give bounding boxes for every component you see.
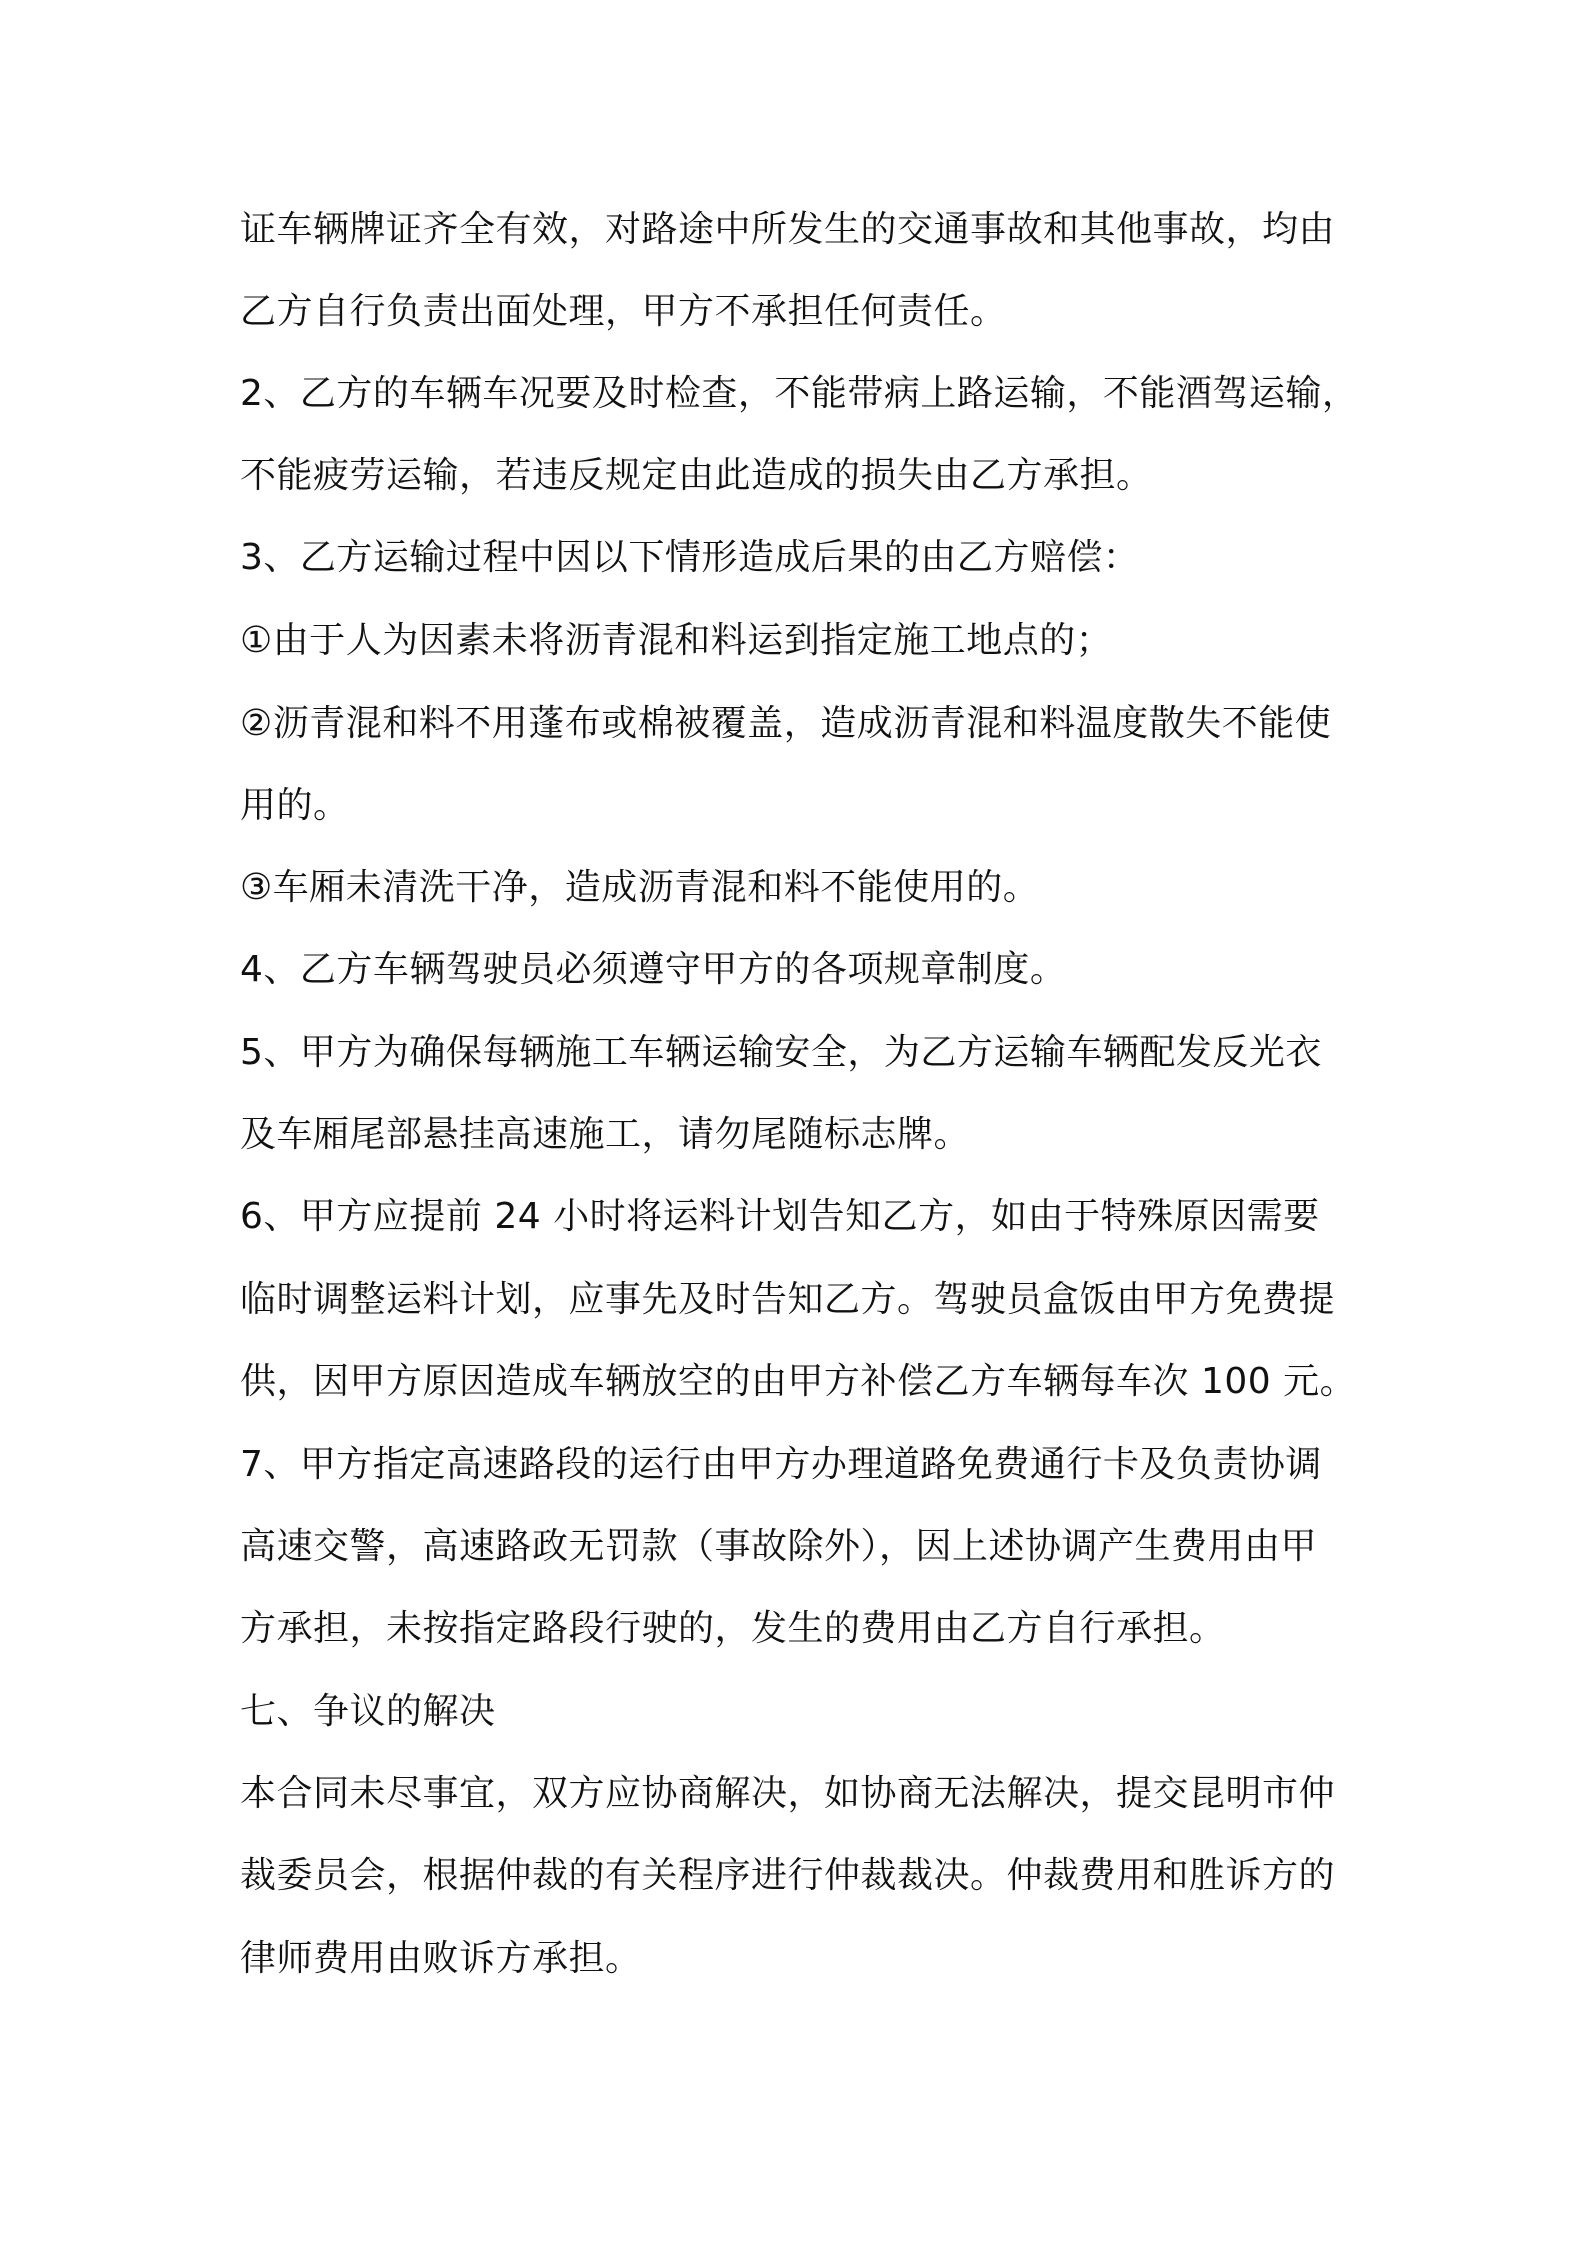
text-line: 乙方自行负责出面处理，甲方不承担任何责任。	[240, 291, 1007, 332]
text-line: 不能疲劳运输，若违反规定由此造成的损失由乙方承担。	[240, 455, 1153, 496]
section-heading: 七、争议的解决	[240, 1691, 496, 1732]
text-line: 律师费用由败诉方承担。	[240, 1938, 642, 1979]
text-line: 6、甲方应提前 24 小时将运料计划告知乙方，如由于特殊原因需要	[240, 1196, 1320, 1237]
text-line: 证车辆牌证齐全有效，对路途中所发生的交通事故和其他事故，均由	[240, 209, 1336, 250]
text-line: 4、乙方车辆驾驶员必须遵守甲方的各项规章制度。	[240, 949, 1067, 990]
text-line: ②沥青混和料不用蓬布或棉被覆盖，造成沥青混和料温度散失不能使	[240, 703, 1332, 744]
text-line: 5、甲方为确保每辆施工车辆运输安全，为乙方运输车辆配发反光衣	[240, 1032, 1322, 1073]
text-line: 裁委员会，根据仲裁的有关程序进行仲裁裁决。仲裁费用和胜诉方的	[240, 1855, 1336, 1896]
text-line: 及车厢尾部悬挂高速施工，请勿尾随标志牌。	[240, 1114, 971, 1155]
text-line: 方承担，未按指定路段行驶的，发生的费用由乙方自行承担。	[240, 1608, 1226, 1649]
text-line: 高速交警，高速路政无罚款（事故除外），因上述协调产生费用由甲	[240, 1526, 1318, 1567]
text-line: 7、甲方指定高速路段的运行由甲方办理道路免费通行卡及负责协调	[240, 1444, 1322, 1485]
text-line: 2、乙方的车辆车况要及时检查，不能带病上路运输，不能酒驾运输，	[240, 373, 1359, 414]
text-line: ③车厢未清洗干净，造成沥青混和料不能使用的。	[240, 867, 1040, 908]
text-line: 用的。	[240, 785, 350, 826]
text-line: 供，因甲方原因造成车辆放空的由甲方补偿乙方车辆每车次 100 元。	[240, 1361, 1357, 1402]
text-line: 本合同未尽事宜，双方应协商解决，如协商无法解决，提交昆明市仲	[240, 1773, 1336, 1814]
text-line: 3、乙方运输过程中因以下情形造成后果的由乙方赔偿：	[240, 537, 1140, 578]
text-line: 临时调整运料计划，应事先及时告知乙方。驾驶员盒饭由甲方免费提	[240, 1279, 1336, 1320]
text-line: ①由于人为因素未将沥青混和料运到指定施工地点的；	[240, 620, 1113, 661]
